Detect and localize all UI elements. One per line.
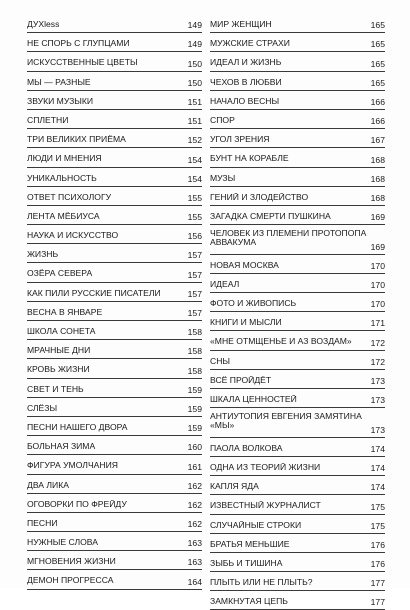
toc-entry-page-number: 149 [187,20,202,31]
toc-entry-page-number: 159 [187,423,202,434]
toc-entry [27,321,202,340]
toc-entry-page-number: 177 [370,578,385,589]
toc-entry-page-number: 158 [187,346,202,357]
toc-entry [27,532,202,551]
toc-entry-page-number: 174 [370,482,385,493]
toc-entry-title: БРАТЬЯ МЕНЬШИЕ [210,539,290,549]
toc-entry-title: ОДНА ИЗ ТЕОРИЙ ЖИЗНИ [210,462,321,472]
toc-entry [210,438,385,457]
toc-entry [210,206,385,225]
toc-entry-page-number: 155 [187,192,202,203]
toc-entry-page-number: 173 [370,375,385,386]
toc-entry-title: МУЖСКИЕ СТРАХИ [210,39,290,49]
toc-entry [27,52,202,71]
toc-entry-title: ЖИЗНЬ [27,250,59,260]
toc-entry-page-number: 167 [370,135,385,146]
toc-entry-title: ЗВУКИ МУЗЫКИ [27,96,94,106]
toc-entry-title: СНЫ [210,356,231,366]
toc-entry-title: МИР ЖЕНЩИН [210,20,272,29]
toc-entry-page-number: 170 [370,260,385,271]
toc-entry-title: ОГОВОРКИ ПО ФРЕЙДУ [27,499,127,509]
toc-entry-title: СЛУЧАЙНЫЕ СТРОКИ [210,520,302,530]
toc-entry-page-number: 158 [187,327,202,338]
toc-entry-title: НЕ СПОРЬ С ГЛУПЦАМИ [27,39,130,49]
toc-entry [210,591,385,610]
toc-entry-page-number: 162 [187,499,202,510]
toc-entry-title: ФОТО И ЖИВОПИСЬ [210,299,297,309]
toc-entry [210,14,385,33]
toc-entry-title: АНТИУТОПИЯ ЕВГЕНИЯ ЗАМЯТИНА «МЫ» [210,411,362,431]
toc-entry-page-number: 158 [187,365,202,376]
toc-entry-page-number: 165 [370,58,385,69]
toc-entry-page-number: 157 [187,269,202,280]
toc-entry-page-number: 173 [370,424,385,435]
toc-entry-page-number: 154 [187,154,202,165]
toc-entry-title: ЛЕНТА МЁБИУСА [27,211,100,221]
toc-entry [27,206,202,225]
toc-entry-title: ПАОЛА ВОЛКОВА [210,443,283,453]
toc-entry-title: ПЕСНИ [27,518,58,528]
toc-entry-title: МРАЧНЫЕ ДНИ [27,346,91,356]
toc-entry [27,129,202,148]
toc-entry [27,570,202,589]
toc-entry-title: ЗАГАДКА СМЕРТИ ПУШКИНА [210,211,331,221]
toc-entry-title: БОЛЬНАЯ ЗИМА [27,442,96,452]
toc-entry-title: СВЕТ И ТЕНЬ [27,384,84,394]
toc-entry-page-number: 172 [370,337,385,348]
toc-entry [27,494,202,513]
toc-entry-title: «МНЕ ОТМЩЕНЬЕ И АЗ ВОЗДАМ» [210,337,352,347]
toc-entry [27,513,202,532]
toc-entry-title: СЛЁЗЫ [27,403,58,413]
toc-entry [210,476,385,495]
toc-entry-title: НОВАЯ МОСКВА [210,260,279,270]
toc-entry-title: ДВА ЛИКА [27,480,69,490]
toc-entry-page-number: 165 [370,77,385,88]
toc-entry [210,33,385,52]
toc-entry-page-number: 162 [187,480,202,491]
toc-entry-page-number: 159 [187,403,202,414]
toc-entry-page-number: 168 [370,154,385,165]
toc-entry-title: КРОВЬ ЖИЗНИ [27,365,90,375]
toc-entry-page-number: 170 [370,299,385,310]
toc-entry-page-number: 168 [370,192,385,203]
toc-entry [27,475,202,494]
toc-entry [210,293,385,312]
toc-entry [27,148,202,167]
toc-entry-page-number: 176 [370,559,385,570]
toc-entry-title: КНИГИ И МЫСЛИ [210,318,282,328]
toc-entry-title: ИСКУССТВЕННЫЕ ЦВЕТЫ [27,58,138,68]
toc-entry-page-number: 149 [187,39,202,50]
toc-entry-page-number: 155 [187,212,202,223]
toc-entry-page-number: 160 [187,442,202,453]
toc-entry-page-number: 163 [187,557,202,568]
toc-entry-title: ИДЕАЛ И ЖИЗНЬ [210,58,282,68]
toc-entry [27,72,202,91]
toc-entry-page-number: 176 [370,539,385,550]
toc-entry-title: ЧЕХОВ В ЛЮБВИ [210,77,282,87]
toc-entry [27,302,202,321]
toc-entry-page-number: 152 [187,135,202,146]
toc-entry-title: ВСЁ ПРОЙДЁТ [210,375,272,385]
contents-column-left [27,14,202,590]
toc-entry-page-number: 169 [370,212,385,223]
toc-entry-title: ПЕСНИ НАШЕГО ДВОРА [27,422,128,432]
toc-entry-page-number: 156 [187,231,202,242]
toc-entry-page-number: 157 [187,288,202,299]
toc-entry [27,398,202,417]
toc-entry [210,255,385,274]
toc-entry-page-number: 171 [370,318,385,329]
toc-entry-page-number: 165 [370,20,385,31]
toc-entry [27,340,202,359]
toc-entry [27,283,202,302]
toc-entry [27,551,202,570]
toc-entry [210,187,385,206]
toc-entry-title: ШКОЛА СОНЕТА [27,327,96,336]
toc-entry-title: ТРИ ВЕЛИКИХ ПРИЁМА [27,135,126,145]
toc-entry-page-number: 169 [370,241,385,252]
toc-entry-title: СПЛЕТНИ [27,115,69,125]
toc-entry [210,312,385,331]
toc-entry-title: ЗАМКНУТАЯ ЦЕПЬ [210,597,288,607]
toc-entry [210,129,385,148]
toc-entry-title: ЛЮДИ И МНЕНИЯ [27,154,102,164]
toc-entry [210,331,385,350]
toc-entry [210,389,385,408]
toc-entry [210,274,385,293]
toc-entry-page-number: 173 [370,395,385,406]
toc-entry-title: МУЗЫ [210,173,236,183]
toc-entry [27,168,202,187]
toc-entry-title: ШКАЛА ЦЕННОСТЕЙ [210,394,297,404]
toc-entry [210,370,385,389]
toc-entry [210,553,385,572]
toc-entry-page-number: 150 [187,58,202,69]
toc-entry-title: КАК ПИЛИ РУССКИЕ ПИСАТЕЛИ [27,288,161,298]
toc-entry [210,110,385,129]
toc-entry-page-number: 174 [370,443,385,454]
toc-entry-title: ДУХless [27,20,60,29]
toc-entry [27,455,202,474]
toc-entry-title: НАЧАЛО ВЕСНЫ [210,96,280,106]
toc-entry-page-number: 168 [370,173,385,184]
toc-entry-page-number: 164 [187,576,202,587]
toc-entry-title: МГНОВЕНИЯ ЖИЗНИ [27,557,116,567]
toc-entry [210,408,385,438]
toc-entry [27,14,202,33]
contents-column-right [210,14,385,610]
toc-entry [27,110,202,129]
toc-entry [210,72,385,91]
toc-entry-title: ОТВЕТ ПСИХОЛОГУ [27,192,112,202]
toc-entry-title: ИЗВЕСТНЫЙ ЖУРНАЛИСТ [210,501,321,511]
toc-entry-page-number: 163 [187,538,202,549]
toc-entry [210,534,385,553]
toc-entry-page-number: 175 [370,501,385,512]
toc-entry-page-number: 172 [370,356,385,367]
toc-entry-title: ВЕСНА В ЯНВАРЕ [27,307,103,317]
toc-entry [27,436,202,455]
toc-entry [210,572,385,591]
toc-entry [27,379,202,398]
toc-entry [27,417,202,436]
toc-entry-page-number: 151 [187,116,202,127]
toc-entry [210,168,385,187]
toc-entry-title: ЗЫБЬ И ТИШИНА [210,558,283,568]
toc-entry-page-number: 159 [187,384,202,395]
toc-entry-page-number: 161 [187,461,202,472]
toc-entry-title: УНИКАЛЬНОСТЬ [27,173,97,183]
toc-entry [27,187,202,206]
toc-entry-title: НУЖНЫЕ СЛОВА [27,538,98,548]
toc-entry-page-number: 157 [187,250,202,261]
toc-entry [27,225,202,244]
toc-entry-page-number: 151 [187,96,202,107]
toc-entry-page-number: 166 [370,96,385,107]
toc-entry [210,495,385,514]
toc-entry-page-number: 157 [187,308,202,318]
toc-entry-title: ИДЕАЛ [210,279,240,289]
toc-entry-page-number: 175 [370,520,385,531]
toc-entry [210,515,385,534]
toc-entry-page-number: 150 [187,77,202,88]
toc-entry [27,359,202,378]
toc-entry-title: СПОР [210,115,235,125]
toc-entry-page-number: 174 [370,463,385,474]
toc-entry-title: ОЗЁРА СЕВЕРА [27,269,93,279]
toc-entry [210,91,385,110]
toc-entry [27,91,202,110]
toc-entry-title: ПЛЫТЬ ИЛИ НЕ ПЛЫТЬ? [210,578,313,588]
toc-entry-title: НАУКА И ИСКУССТВО [27,231,119,241]
toc-entry-page-number: 162 [187,519,202,530]
toc-entry [210,457,385,476]
toc-entry [210,52,385,71]
toc-entry [210,148,385,167]
toc-entry [210,351,385,370]
toc-entry-title: ДЕМОН ПРОГРЕССА [27,576,114,586]
toc-entry-title: ФИГУРА УМОЛЧАНИЯ [27,461,118,471]
toc-entry-title: УГОЛ ЗРЕНИЯ [210,135,270,145]
toc-entry-title: БУНТ НА КОРАБЛЕ [210,154,289,164]
toc-entry-page-number: 170 [370,280,385,291]
toc-entry [27,244,202,263]
toc-entry-page-number: 165 [370,39,385,50]
toc-entry-title: ЧЕЛОВЕК ИЗ ПЛЕМЕНИ ПРОТОПОПА АВВАКУМА [210,228,367,248]
toc-entry-title: ГЕНИЙ И ЗЛОДЕЙСТВО [210,192,309,202]
toc-entry-page-number: 166 [370,116,385,127]
toc-entry-page-number: 177 [370,597,385,608]
toc-entry-page-number: 154 [187,173,202,184]
toc-entry-title: КАПЛЯ ЯДА [210,482,259,492]
toc-entry-title: МЫ — РАЗНЫЕ [27,77,91,87]
toc-entry [27,263,202,282]
toc-entry [27,33,202,52]
toc-entry [210,225,385,255]
